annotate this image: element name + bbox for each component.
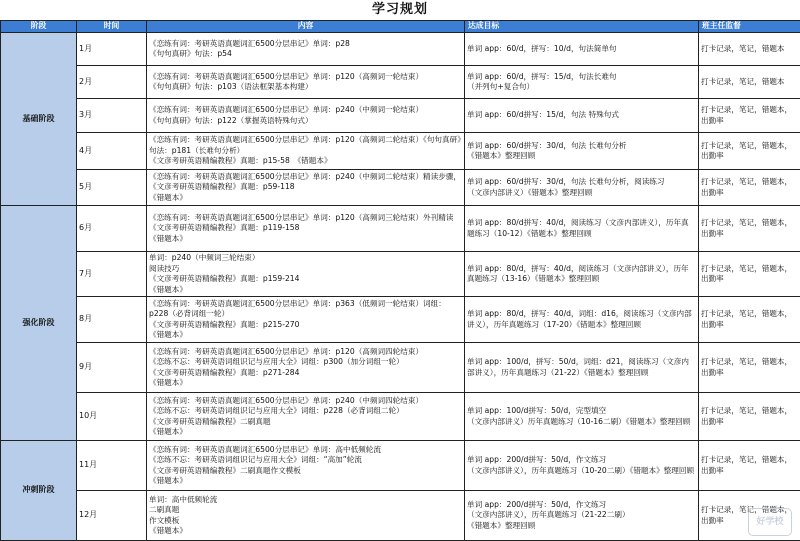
watermark-logo: 好学校 (748, 508, 792, 536)
table-row (1, 441, 800, 491)
table-row (1, 252, 800, 297)
header-content: 内容 (147, 21, 465, 33)
supervision-cell: 打卡记录，笔记，错题本，出勤率 (699, 252, 800, 297)
content-cell: 《恋练有词：考研英语真题词汇6500分层串记》单词：p120（高频词二轮结束）《句句真研》句法：p181（长难句分析） 《文彦考研英语精编教程》真题：p15-58 《错题本》 (147, 133, 465, 170)
supervision-cell: 打卡记录，笔记，错题本，出勤率 (699, 491, 800, 541)
header-supervision: 班主任监督 (699, 21, 800, 33)
content-cell: 《恋练有词：考研英语真题词汇6500分层串记》单词：p120（高频词三轮结束）外刊精读 《文彦考研英语精编教程》真题：p119-158 《错题本》 (147, 206, 465, 252)
goal-cell: 单词 app：80/d拼写：40/d，阅读练习（文彦内部讲义），历年真题练习（10-12）《错题本》整理回顾 (465, 206, 699, 252)
table-row (1, 393, 800, 441)
content-cell: 《恋练有词：考研英语真题词汇6500分层串记》单词：p240（中频词一轮结束） 《句句真研》句法：p122（掌握英语特殊句式） (147, 99, 465, 133)
content-cell: 《恋练有词：考研英语真题词汇6500分层串记》单词：p120（高频词四轮结束） 《恋练不忘：考研英语词组识记与应用大全》词组：p300（加分词组一轮） 《文彦考研英语精编教程》真题：p271-284 《错题本》 (147, 343, 465, 393)
month-cell: 7月 (77, 252, 147, 297)
table-row (1, 99, 800, 133)
content-cell: 《恋练有词：考研英语真题词汇6500分层串记》单词：高中低频轮流 《恋练不忘：考研英语词组识记与应用大全》词组：“高加”轮流 《文彦考研英语精编教程》二刷真题作文模板 《错题本》 (147, 441, 465, 491)
goal-cell: 单词 app：80/d，拼写：40/d，词组：d16，阅读练习（文彦内部讲义），历年真题练习（17-20）《错题本》整理回顾 (465, 297, 699, 343)
header-goal: 达成目标 (465, 21, 699, 33)
month-cell: 6月 (77, 206, 147, 252)
month-cell: 4月 (77, 133, 147, 170)
month-cell: 10月 (77, 393, 147, 441)
goal-cell: 单词 app：100/d拼写：50/d，完型填空 （文彦内部讲义）历年真题练习（10-16二刷）《错题本》整理回顾 (465, 393, 699, 441)
supervision-cell: 打卡记录，笔记，错题本，出勤率 (699, 206, 800, 252)
table-row (1, 343, 800, 393)
month-cell: 3月 (77, 99, 147, 133)
page-title: 学习规划 (0, 0, 800, 20)
goal-cell: 单词 app：60/d拼写：15/d，句法 特殊句式 (465, 99, 699, 133)
header-row (1, 21, 800, 33)
content-cell: 《恋练有词：考研英语真题词汇6500分层串记》单词：p120（高频词一轮结束） 《句句真研》句法：p103（语法框架基本构建） (147, 66, 465, 99)
goal-cell: 单词 app：60/d，拼写：10/d，句法简单句 (465, 33, 699, 66)
header-stage: 阶段 (1, 21, 77, 33)
goal-cell: 单词 app：200/d拼写：50/d，作文练习 （文彦内部讲义），历年真题练习（21-22二刷） 《错题本》整理回顾 (465, 491, 699, 541)
content-cell: 《恋练有词：考研英语真题词汇6500分层串记》单词：p240（中频词四轮结束） 《恋练不忘：考研英语词组识记与应用大全》词组：p228（必背词组二轮） 《文彦考研英语精编教程》二刷真题 《错题本》 (147, 393, 465, 441)
table-row (1, 66, 800, 99)
supervision-cell: 打卡记录，笔记，错题本，出勤率 (699, 133, 800, 170)
table-row (1, 491, 800, 541)
month-cell: 9月 (77, 343, 147, 393)
stage-cell: 冲刺阶段 (1, 441, 77, 541)
supervision-cell: 打卡记录，笔记，错题本 (699, 66, 800, 99)
month-cell: 2月 (77, 66, 147, 99)
table-row (1, 297, 800, 343)
goal-cell: 单词 app：80/d，拼写：40/d，阅读练习（文彦内部讲义），历年真题练习（13-16）《错题本》整理回顾 (465, 252, 699, 297)
month-cell: 1月 (77, 33, 147, 66)
month-cell: 12月 (77, 491, 147, 541)
month-cell: 5月 (77, 170, 147, 206)
content-cell: 单词：p240（中频词三轮结束） 阅读技巧 《文彦考研英语精编教程》真题：p159-214 《错题本》 (147, 252, 465, 297)
table-row (1, 33, 800, 66)
supervision-cell: 打卡记录，笔记，错题本，出勤率 (699, 297, 800, 343)
content-cell: 单词：高中低频轮流 二刷真题 作文模板 《错题本》 (147, 491, 465, 541)
content-cell: 《恋练有词：考研英语真题词汇6500分层串记》单词：p240（中频词二轮结束）精读步骤，《文彦考研英语精编教程》真题：p59-118 《错题本》 (147, 170, 465, 206)
goal-cell: 单词 app：200/d拼写：50/d，作文练习 （文彦内部讲义），历年真题练习（10-20二刷）《错题本》整理回顾 (465, 441, 699, 491)
stage-cell: 基础阶段 (1, 33, 77, 206)
goal-cell: 单词 app：60/d拼写：30/d，句法 长难句分析 《错题本》整理回顾 (465, 133, 699, 170)
month-cell: 8月 (77, 297, 147, 343)
table-row (1, 206, 800, 252)
study-plan-table (0, 20, 800, 541)
goal-cell: 单词 app：60/d拼写：30/d，句法 长难句分析，阅读练习 （文彦内部讲义）《错题本》整理回顾 (465, 170, 699, 206)
supervision-cell: 打卡记录，笔记，错题本，出勤率 (699, 99, 800, 133)
supervision-cell: 打卡记录，笔记，错题本 (699, 33, 800, 66)
supervision-cell: 打卡记录，笔记，错题本，出勤率 (699, 441, 800, 491)
month-cell: 11月 (77, 441, 147, 491)
supervision-cell: 打卡记录，笔记，错题本，出勤率 (699, 393, 800, 441)
table-row (1, 170, 800, 206)
goal-cell: 单词 app：60/d，拼写：15/d，句法长难句 （并列句+复合句） (465, 66, 699, 99)
header-time: 时间 (77, 21, 147, 33)
stage-cell: 强化阶段 (1, 206, 77, 441)
supervision-cell: 打卡记录，笔记，错题本，出勤率 (699, 170, 800, 206)
table-row (1, 133, 800, 170)
content-cell: 《恋练有词：考研英语真题词汇6500分层串记》单词：p363（低频词一轮结束）词组：p228（必背词组一轮） 《文彦考研英语精编教程》真题：p215-270 《错题本》 (147, 297, 465, 343)
content-cell: 《恋练有词：考研英语真题词汇6500分层串记》单词：p28 《句句真研》句法：p54 (147, 33, 465, 66)
supervision-cell: 打卡记录，笔记，错题本，出勤率 (699, 343, 800, 393)
goal-cell: 单词 app：100/d，拼写：50/d，词组：d21，阅读练习（文彦内部讲义），历年真题练习（21-22）《错题本》整理回顾 (465, 343, 699, 393)
